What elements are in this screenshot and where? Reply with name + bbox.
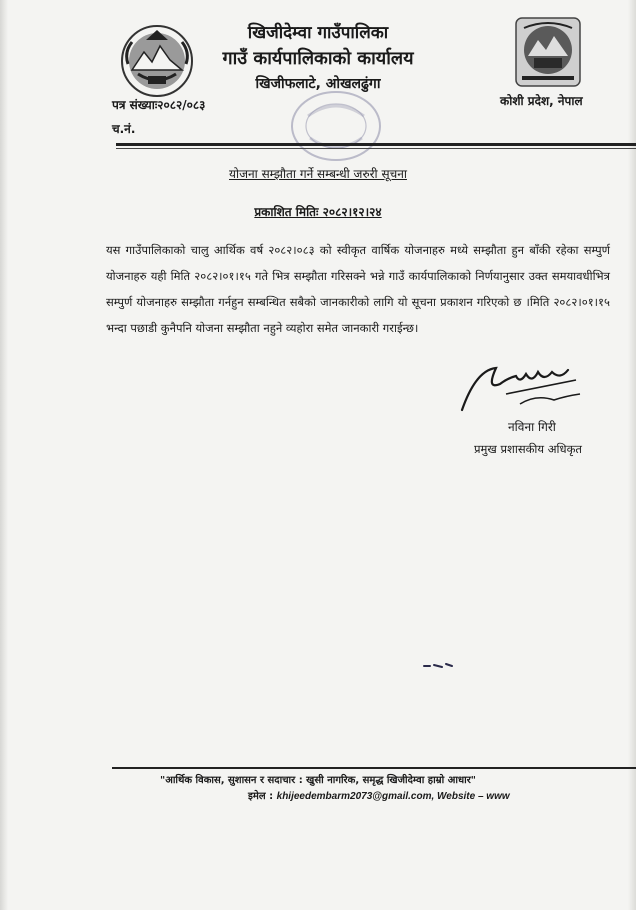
ink-mark-icon: [420, 660, 460, 672]
signature-icon: [456, 350, 586, 420]
reference-number: पत्र संख्याः२०८२/०८३: [112, 98, 206, 112]
publication-date: प्रकाशित मितिः २०८२।१२।२४: [254, 205, 382, 219]
notice-body: यस गाउँपालिकाको चालु आर्थिक वर्ष २०८२।०८३ को स्वीकृत वार्षिक योजनाहरु मध्ये सम्झौता हुन बाँकी रहेका सम्पुर्ण योजनाहरु यही मिति २०८२।०१।१५ गते भित्र सम्झौता गरिसक्ने भन्ने गाउँ कार्यपालिकाको निर्णयानुसार उक्त समयावधीभित्र सम्पुर्ण योजनाहरु सम्झौता गर्नहुन सम्बन्धित सबैको जानकारीको लागि यो सूचना प्रकाशन गरिएको छ ।मिति २०८२।०१।१५ भन्दा पछाडी कुनैपनि योजना सम्झौता नहुने व्यहोरा समेत जानकारी गराईन्छ।: [106, 243, 610, 335]
office-address: खिजीफलाटे, ओखलढुंगा: [255, 76, 381, 92]
province-label: कोशी प्रदेश, नेपाल: [500, 94, 583, 108]
publication-date-row: [0, 203, 636, 220]
signatory-title: प्रमुख प्रशासकीय अधिकृत: [474, 442, 582, 456]
footer-motto: "आर्थिक विकास, सुशासन र सदाचार : खुसी नागरिक, समृद्ध खिजीदेम्वा हाम्रो आधार": [159, 775, 476, 786]
signatory-name: नविना गिरी: [508, 420, 556, 434]
office-name: गाउँ कार्यपालिकाको कार्यालय: [222, 48, 414, 69]
header-divider-thin: [116, 148, 636, 149]
footer-contact: [248, 788, 510, 802]
email-value: khijeedembarm2073@gmail.com, Website – www: [276, 791, 510, 802]
header-divider: [116, 143, 636, 146]
office-stamp-icon: [288, 86, 384, 166]
notice-subject-row: [0, 165, 636, 182]
notice-subject: योजना सम्झौता गर्ने सम्बन्धी जरुरी सूचना: [229, 167, 407, 181]
dispatch-number: च.नं.: [112, 122, 136, 136]
email-label: इमेल :: [248, 791, 274, 802]
municipality-name: खिजीदेम्वा गाउँपालिका: [247, 23, 389, 43]
footer-divider: [112, 767, 636, 769]
